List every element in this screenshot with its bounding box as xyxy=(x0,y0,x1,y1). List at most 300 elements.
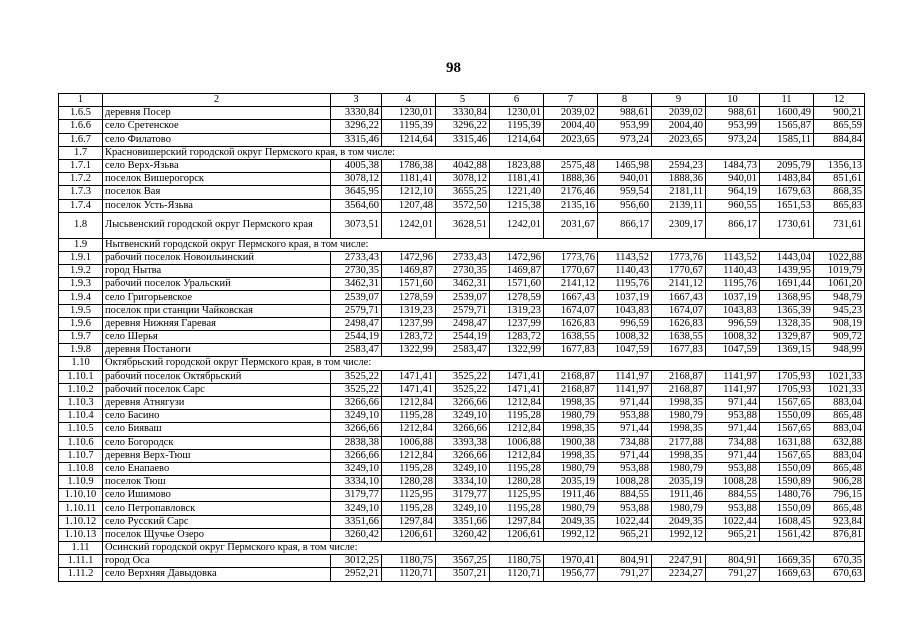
value-cell: 1215,38 xyxy=(490,199,544,212)
row-number-cell: 1.10.1 xyxy=(59,370,103,383)
value-cell: 1141,97 xyxy=(706,383,760,396)
table-row xyxy=(59,568,865,581)
value-cell: 3334,10 xyxy=(331,476,382,489)
row-number-cell: 1.10.10 xyxy=(59,489,103,502)
value-cell: 1980,79 xyxy=(652,502,706,515)
value-cell: 670,63 xyxy=(814,568,865,581)
row-number-cell: 1.10.12 xyxy=(59,515,103,528)
value-cell: 1368,95 xyxy=(760,291,814,304)
value-cell: 1471,41 xyxy=(382,383,436,396)
value-cell: 1181,41 xyxy=(382,173,436,186)
value-cell: 1631,88 xyxy=(760,436,814,449)
table-row xyxy=(59,331,865,344)
table-row xyxy=(59,423,865,436)
value-cell: 1143,52 xyxy=(706,251,760,264)
value-cell: 865,83 xyxy=(814,199,865,212)
value-cell: 851,61 xyxy=(814,173,865,186)
value-cell: 3567,25 xyxy=(436,555,490,568)
value-cell: 971,44 xyxy=(598,396,652,409)
value-cell: 3525,22 xyxy=(331,370,382,383)
value-cell: 791,27 xyxy=(598,568,652,581)
value-cell: 1037,19 xyxy=(706,291,760,304)
column-number-cell: 7 xyxy=(544,94,598,107)
value-cell: 973,24 xyxy=(598,133,652,146)
value-cell: 1571,60 xyxy=(382,278,436,291)
settlement-name-cell: село Верхняя Давыдовка xyxy=(103,568,331,581)
settlement-name-cell: село Верх-Язьва xyxy=(103,159,331,172)
value-cell: 1120,71 xyxy=(382,568,436,581)
value-cell: 973,24 xyxy=(706,133,760,146)
value-cell: 2135,16 xyxy=(544,199,598,212)
value-cell: 971,44 xyxy=(706,396,760,409)
value-cell: 1125,95 xyxy=(490,489,544,502)
row-number-cell: 1.9.6 xyxy=(59,317,103,330)
column-number-cell: 3 xyxy=(331,94,382,107)
value-cell: 3249,10 xyxy=(436,502,490,515)
value-cell: 2035,19 xyxy=(652,476,706,489)
table-row xyxy=(59,344,865,357)
value-cell: 953,88 xyxy=(598,410,652,423)
row-number-cell: 1.10 xyxy=(59,357,103,370)
value-cell: 1297,84 xyxy=(382,515,436,528)
value-cell: 1143,52 xyxy=(598,251,652,264)
value-cell: 3249,10 xyxy=(331,462,382,475)
value-cell: 2730,35 xyxy=(436,265,490,278)
settlement-name-cell: деревня Нижняя Гаревая xyxy=(103,317,331,330)
value-cell: 3266,66 xyxy=(436,423,490,436)
value-cell: 3249,10 xyxy=(331,410,382,423)
value-cell: 1061,20 xyxy=(814,278,865,291)
settlement-name-cell: село Русский Сарс xyxy=(103,515,331,528)
value-cell: 876,81 xyxy=(814,528,865,541)
value-cell: 959,54 xyxy=(598,186,652,199)
value-cell: 2838,38 xyxy=(331,436,382,449)
value-cell: 2234,27 xyxy=(652,568,706,581)
row-number-cell: 1.10.7 xyxy=(59,449,103,462)
value-cell: 1770,67 xyxy=(652,265,706,278)
value-cell: 2498,47 xyxy=(436,317,490,330)
value-cell: 1297,84 xyxy=(490,515,544,528)
value-cell: 1730,61 xyxy=(760,212,814,238)
value-cell: 1369,15 xyxy=(760,344,814,357)
value-cell: 2733,43 xyxy=(436,251,490,264)
section-row xyxy=(59,146,865,159)
value-cell: 1571,60 xyxy=(490,278,544,291)
settlement-name-cell: рабочий поселок Сарс xyxy=(103,383,331,396)
table-row xyxy=(59,199,865,212)
section-row xyxy=(59,542,865,555)
value-cell: 908,19 xyxy=(814,317,865,330)
value-cell: 2594,23 xyxy=(652,159,706,172)
value-cell: 1141,97 xyxy=(598,383,652,396)
value-cell: 953,88 xyxy=(706,502,760,515)
value-cell: 3351,66 xyxy=(436,515,490,528)
value-cell: 3073,51 xyxy=(331,212,382,238)
value-cell: 1992,12 xyxy=(544,528,598,541)
table-row xyxy=(59,133,865,146)
value-cell: 865,48 xyxy=(814,410,865,423)
value-cell: 1195,28 xyxy=(490,462,544,475)
value-cell: 804,91 xyxy=(706,555,760,568)
settlement-name-cell: Лысьвенский городской округ Пермского края xyxy=(103,212,331,238)
value-cell: 1674,07 xyxy=(544,304,598,317)
value-cell: 1980,79 xyxy=(544,410,598,423)
row-number-cell: 1.6.6 xyxy=(59,120,103,133)
value-cell: 1626,83 xyxy=(544,317,598,330)
value-cell: 1212,84 xyxy=(490,449,544,462)
settlement-name-cell: деревня Верх-Тюш xyxy=(103,449,331,462)
value-cell: 1195,76 xyxy=(598,278,652,291)
value-cell: 1550,09 xyxy=(760,410,814,423)
column-number-cell: 5 xyxy=(436,94,490,107)
tariff-table-container xyxy=(58,93,862,582)
settlement-name-cell: село Сретенское xyxy=(103,120,331,133)
value-cell: 3078,12 xyxy=(331,173,382,186)
value-cell: 1008,28 xyxy=(706,476,760,489)
value-cell: 3628,51 xyxy=(436,212,490,238)
value-cell: 1992,12 xyxy=(652,528,706,541)
value-cell: 1471,41 xyxy=(382,370,436,383)
value-cell: 1638,55 xyxy=(544,331,598,344)
value-cell: 953,99 xyxy=(706,120,760,133)
value-cell: 1140,43 xyxy=(706,265,760,278)
value-cell: 2004,40 xyxy=(544,120,598,133)
value-cell: 1677,83 xyxy=(652,344,706,357)
value-cell: 1021,33 xyxy=(814,383,865,396)
value-cell: 865,59 xyxy=(814,120,865,133)
value-cell: 3315,46 xyxy=(331,133,382,146)
row-number-cell: 1.6.5 xyxy=(59,107,103,120)
value-cell: 2177,88 xyxy=(652,436,706,449)
value-cell: 3525,22 xyxy=(436,370,490,383)
value-cell: 2539,07 xyxy=(436,291,490,304)
table-row xyxy=(59,396,865,409)
settlement-name-cell: село Бияваш xyxy=(103,423,331,436)
value-cell: 1212,84 xyxy=(382,396,436,409)
value-cell: 1195,76 xyxy=(706,278,760,291)
settlement-name-cell: поселок при станции Чайковская xyxy=(103,304,331,317)
value-cell: 1008,32 xyxy=(706,331,760,344)
row-number-cell: 1.10.4 xyxy=(59,410,103,423)
table-row xyxy=(59,436,865,449)
value-cell: 1567,65 xyxy=(760,423,814,436)
settlement-name-cell: рабочий поселок Уральский xyxy=(103,278,331,291)
value-cell: 883,04 xyxy=(814,396,865,409)
value-cell: 953,88 xyxy=(598,502,652,515)
value-cell: 1237,99 xyxy=(382,317,436,330)
value-cell: 1212,84 xyxy=(382,423,436,436)
settlement-name-cell: поселок Тюш xyxy=(103,476,331,489)
row-number-cell: 1.10.6 xyxy=(59,436,103,449)
value-cell: 2579,71 xyxy=(436,304,490,317)
settlement-name-cell: село Ишимово xyxy=(103,489,331,502)
value-cell: 1667,43 xyxy=(544,291,598,304)
value-cell: 1773,76 xyxy=(652,251,706,264)
row-number-cell: 1.10.9 xyxy=(59,476,103,489)
table-row xyxy=(59,304,865,317)
value-cell: 1471,41 xyxy=(490,370,544,383)
value-cell: 2031,67 xyxy=(544,212,598,238)
value-cell: 1911,46 xyxy=(652,489,706,502)
value-cell: 791,27 xyxy=(706,568,760,581)
value-cell: 2168,87 xyxy=(652,383,706,396)
value-cell: 1472,96 xyxy=(490,251,544,264)
value-cell: 1669,35 xyxy=(760,555,814,568)
value-cell: 2168,87 xyxy=(544,383,598,396)
column-number-cell: 1 xyxy=(59,94,103,107)
value-cell: 3462,31 xyxy=(436,278,490,291)
value-cell: 1120,71 xyxy=(490,568,544,581)
settlement-name-cell: рабочий поселок Новоильинский xyxy=(103,251,331,264)
value-cell: 1125,95 xyxy=(382,489,436,502)
value-cell: 1006,88 xyxy=(490,436,544,449)
value-cell: 1998,35 xyxy=(544,396,598,409)
value-cell: 906,28 xyxy=(814,476,865,489)
settlement-name-cell: поселок Усть-Язьва xyxy=(103,199,331,212)
value-cell: 1550,09 xyxy=(760,462,814,475)
value-cell: 948,99 xyxy=(814,344,865,357)
value-cell: 3266,66 xyxy=(331,449,382,462)
value-cell: 1329,87 xyxy=(760,331,814,344)
value-cell: 1956,77 xyxy=(544,568,598,581)
settlement-name-cell: село Петропавловск xyxy=(103,502,331,515)
value-cell: 1471,41 xyxy=(490,383,544,396)
value-cell: 2035,19 xyxy=(544,476,598,489)
value-cell: 3393,38 xyxy=(436,436,490,449)
value-cell: 953,88 xyxy=(706,462,760,475)
value-cell: 1626,83 xyxy=(652,317,706,330)
value-cell: 1242,01 xyxy=(382,212,436,238)
value-cell: 1280,28 xyxy=(382,476,436,489)
value-cell: 1888,36 xyxy=(544,173,598,186)
value-cell: 2579,71 xyxy=(331,304,382,317)
table-body xyxy=(59,94,865,582)
value-cell: 1278,59 xyxy=(490,291,544,304)
value-cell: 3078,12 xyxy=(436,173,490,186)
value-cell: 1319,23 xyxy=(382,304,436,317)
column-number-cell: 9 xyxy=(652,94,706,107)
value-cell: 865,48 xyxy=(814,502,865,515)
value-cell: 1019,79 xyxy=(814,265,865,278)
value-cell: 960,55 xyxy=(706,199,760,212)
value-cell: 2309,17 xyxy=(652,212,706,238)
value-cell: 731,61 xyxy=(814,212,865,238)
row-number-cell: 1.9.7 xyxy=(59,331,103,344)
value-cell: 953,88 xyxy=(598,462,652,475)
value-cell: 3266,66 xyxy=(436,396,490,409)
value-cell: 940,01 xyxy=(598,173,652,186)
value-cell: 945,23 xyxy=(814,304,865,317)
value-cell: 3249,10 xyxy=(436,462,490,475)
value-cell: 3564,60 xyxy=(331,199,382,212)
value-cell: 632,88 xyxy=(814,436,865,449)
value-cell: 2049,35 xyxy=(652,515,706,528)
settlement-name-cell: село Енапаево xyxy=(103,462,331,475)
value-cell: 1786,38 xyxy=(382,159,436,172)
value-cell: 2023,65 xyxy=(652,133,706,146)
value-cell: 909,72 xyxy=(814,331,865,344)
value-cell: 1980,79 xyxy=(652,410,706,423)
column-number-cell: 4 xyxy=(382,94,436,107)
value-cell: 2023,65 xyxy=(544,133,598,146)
value-cell: 964,19 xyxy=(706,186,760,199)
value-cell: 956,60 xyxy=(598,199,652,212)
row-number-cell: 1.10.2 xyxy=(59,383,103,396)
value-cell: 1439,95 xyxy=(760,265,814,278)
value-cell: 1242,01 xyxy=(490,212,544,238)
section-title-cell: Осинский городской округ Пермского края, в том числе: xyxy=(103,542,865,555)
value-cell: 971,44 xyxy=(706,423,760,436)
value-cell: 2952,21 xyxy=(331,568,382,581)
settlement-name-cell: село Богородск xyxy=(103,436,331,449)
row-number-cell: 1.10.11 xyxy=(59,502,103,515)
value-cell: 1008,32 xyxy=(598,331,652,344)
row-number-cell: 1.8 xyxy=(59,212,103,238)
table-row xyxy=(59,462,865,475)
value-cell: 734,88 xyxy=(706,436,760,449)
value-cell: 3249,10 xyxy=(436,410,490,423)
table-row xyxy=(59,159,865,172)
table-row xyxy=(59,291,865,304)
value-cell: 1608,45 xyxy=(760,515,814,528)
value-cell: 1195,28 xyxy=(382,410,436,423)
value-cell: 1212,84 xyxy=(490,423,544,436)
value-cell: 2544,19 xyxy=(436,331,490,344)
value-cell: 988,61 xyxy=(598,107,652,120)
table-row xyxy=(59,278,865,291)
value-cell: 3334,10 xyxy=(436,476,490,489)
value-cell: 1998,35 xyxy=(652,396,706,409)
section-title-cell: Нытвенский городской округ Пермского края, в том числе: xyxy=(103,238,865,251)
table-row xyxy=(59,555,865,568)
section-row xyxy=(59,357,865,370)
value-cell: 1237,99 xyxy=(490,317,544,330)
value-cell: 1008,28 xyxy=(598,476,652,489)
table-row xyxy=(59,476,865,489)
settlement-name-cell: село Шерья xyxy=(103,331,331,344)
value-cell: 1322,99 xyxy=(382,344,436,357)
value-cell: 1212,84 xyxy=(490,396,544,409)
value-cell: 1550,09 xyxy=(760,502,814,515)
value-cell: 1970,41 xyxy=(544,555,598,568)
value-cell: 2247,91 xyxy=(652,555,706,568)
value-cell: 996,59 xyxy=(706,317,760,330)
column-number-cell: 6 xyxy=(490,94,544,107)
value-cell: 1278,59 xyxy=(382,291,436,304)
value-cell: 2181,11 xyxy=(652,186,706,199)
row-number-cell: 1.7.2 xyxy=(59,173,103,186)
value-cell: 1484,73 xyxy=(706,159,760,172)
value-cell: 3351,66 xyxy=(331,515,382,528)
value-cell: 3655,25 xyxy=(436,186,490,199)
value-cell: 3330,84 xyxy=(331,107,382,120)
value-cell: 884,84 xyxy=(814,133,865,146)
row-number-cell: 1.10.8 xyxy=(59,462,103,475)
section-title-cell: Октябрьский городской округ Пермского края, в том числе: xyxy=(103,357,865,370)
value-cell: 1443,04 xyxy=(760,251,814,264)
value-cell: 1280,28 xyxy=(490,476,544,489)
row-number-cell: 1.10.3 xyxy=(59,396,103,409)
value-cell: 1195,28 xyxy=(490,410,544,423)
table-row xyxy=(59,212,865,238)
value-cell: 3330,84 xyxy=(436,107,490,120)
value-cell: 2168,87 xyxy=(652,370,706,383)
value-cell: 2141,12 xyxy=(652,278,706,291)
value-cell: 2039,02 xyxy=(544,107,598,120)
value-cell: 988,61 xyxy=(706,107,760,120)
value-cell: 3266,66 xyxy=(331,423,382,436)
table-row xyxy=(59,489,865,502)
value-cell: 1472,96 xyxy=(382,251,436,264)
value-cell: 796,15 xyxy=(814,489,865,502)
row-number-cell: 1.7.3 xyxy=(59,186,103,199)
value-cell: 1195,28 xyxy=(490,502,544,515)
table-row xyxy=(59,370,865,383)
value-cell: 804,91 xyxy=(598,555,652,568)
value-cell: 3012,25 xyxy=(331,555,382,568)
value-cell: 953,99 xyxy=(598,120,652,133)
value-cell: 3525,22 xyxy=(436,383,490,396)
value-cell: 1214,64 xyxy=(382,133,436,146)
column-number-cell: 11 xyxy=(760,94,814,107)
value-cell: 923,84 xyxy=(814,515,865,528)
row-number-cell: 1.9.8 xyxy=(59,344,103,357)
value-cell: 1195,39 xyxy=(382,120,436,133)
table-row xyxy=(59,449,865,462)
table-row xyxy=(59,515,865,528)
value-cell: 1561,42 xyxy=(760,528,814,541)
row-number-cell: 1.7 xyxy=(59,146,103,159)
value-cell: 1365,39 xyxy=(760,304,814,317)
value-cell: 1022,44 xyxy=(706,515,760,528)
value-cell: 2004,40 xyxy=(652,120,706,133)
value-cell: 1651,53 xyxy=(760,199,814,212)
value-cell: 866,17 xyxy=(598,212,652,238)
value-cell: 1980,79 xyxy=(652,462,706,475)
value-cell: 2498,47 xyxy=(331,317,382,330)
value-cell: 1214,64 xyxy=(490,133,544,146)
value-cell: 865,48 xyxy=(814,462,865,475)
value-cell: 884,55 xyxy=(598,489,652,502)
value-cell: 3645,95 xyxy=(331,186,382,199)
section-row xyxy=(59,238,865,251)
value-cell: 1677,83 xyxy=(544,344,598,357)
value-cell: 1911,46 xyxy=(544,489,598,502)
row-number-cell: 1.7.1 xyxy=(59,159,103,172)
value-cell: 1705,93 xyxy=(760,370,814,383)
value-cell: 1212,10 xyxy=(382,186,436,199)
row-number-cell: 1.11.1 xyxy=(59,555,103,568)
column-number-cell: 10 xyxy=(706,94,760,107)
settlement-name-cell: деревня Постаноги xyxy=(103,344,331,357)
value-cell: 3179,77 xyxy=(436,489,490,502)
value-cell: 2539,07 xyxy=(331,291,382,304)
value-cell: 1022,88 xyxy=(814,251,865,264)
value-cell: 3315,46 xyxy=(436,133,490,146)
row-number-cell: 1.10.5 xyxy=(59,423,103,436)
value-cell: 2095,79 xyxy=(760,159,814,172)
value-cell: 971,44 xyxy=(598,423,652,436)
row-number-cell: 1.9.1 xyxy=(59,251,103,264)
value-cell: 1195,39 xyxy=(490,120,544,133)
value-cell: 971,44 xyxy=(598,449,652,462)
value-cell: 1565,87 xyxy=(760,120,814,133)
value-cell: 1180,75 xyxy=(382,555,436,568)
value-cell: 1600,49 xyxy=(760,107,814,120)
value-cell: 1469,87 xyxy=(490,265,544,278)
value-cell: 1207,48 xyxy=(382,199,436,212)
value-cell: 940,01 xyxy=(706,173,760,186)
